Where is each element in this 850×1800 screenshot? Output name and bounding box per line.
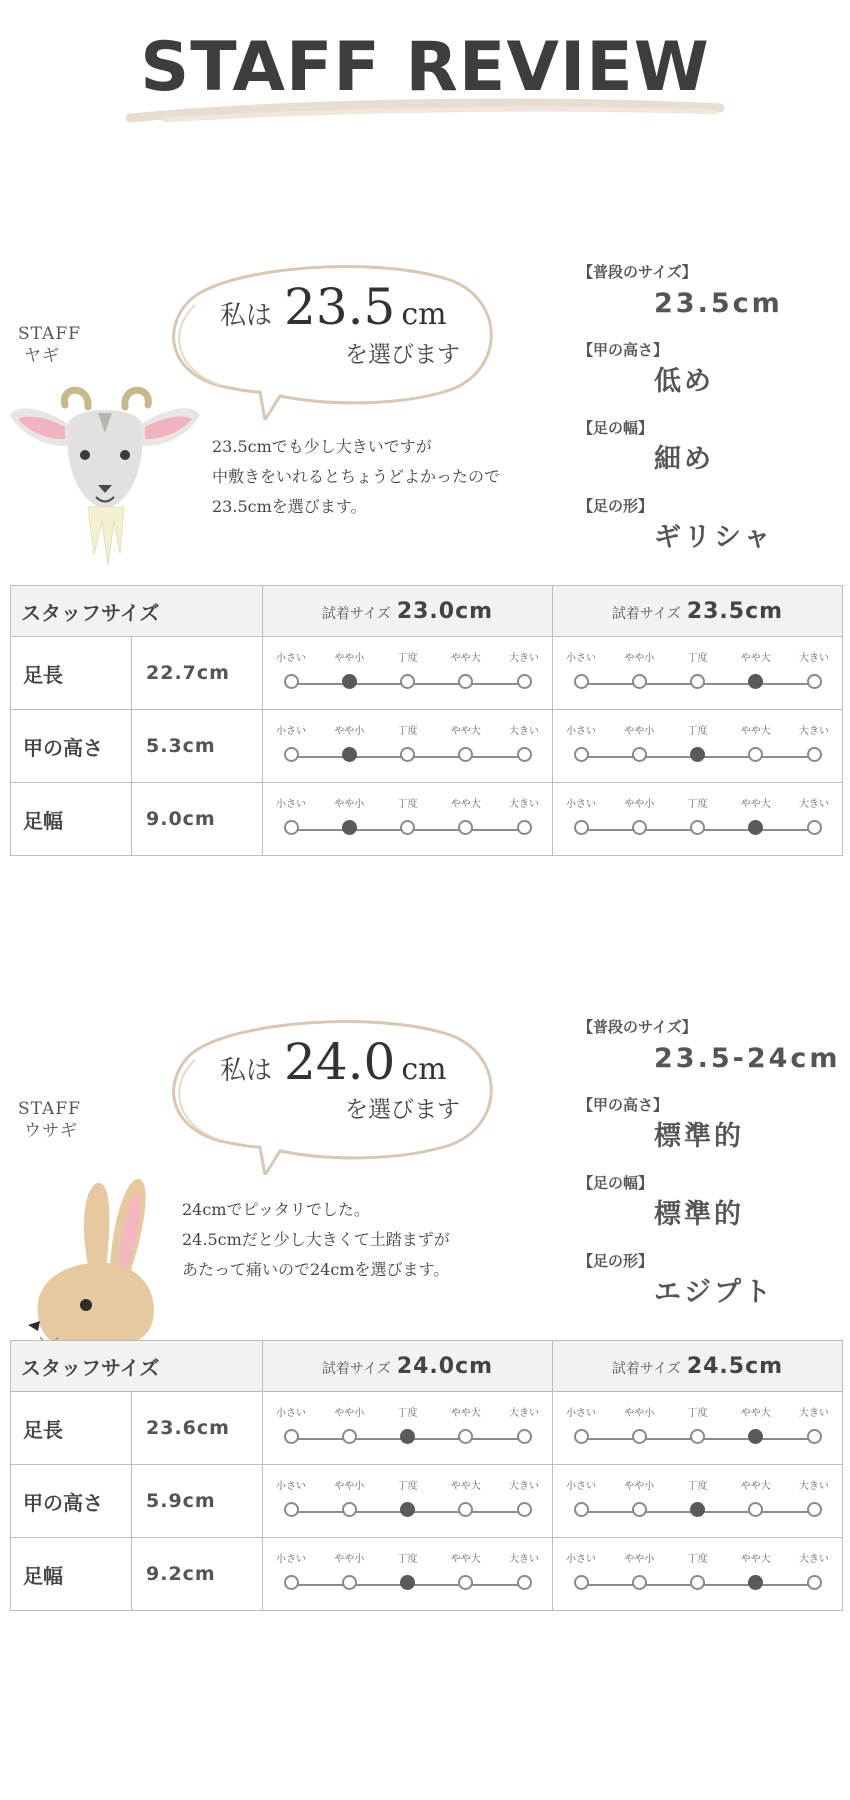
scale-label: 大きい (799, 726, 829, 737)
bubble-prefix: 私は (220, 1056, 273, 1086)
scale-label: 小さい (276, 1554, 306, 1565)
scale-dot (458, 1502, 473, 1517)
scale-dot (284, 674, 299, 689)
scale-dot (807, 820, 822, 835)
size-choice-bubble (220, 278, 480, 369)
scale-label: 大きい (509, 1408, 539, 1419)
scale-dot (458, 1575, 473, 1590)
title-underline-stroke (125, 96, 725, 126)
scale-label: 丁度 (687, 1408, 708, 1419)
scale-dot (400, 747, 415, 762)
spec-item (578, 1171, 838, 1235)
scale-dot (400, 820, 415, 835)
spec-value: ギリシャ (654, 522, 774, 553)
table-row (11, 1465, 843, 1538)
scale-dot-selected (342, 747, 357, 762)
scale-label: やや大 (450, 653, 481, 664)
scale-label: やや小 (334, 799, 365, 810)
spec-label: 【足の幅】 (578, 419, 654, 437)
scale-label: 丁度 (687, 726, 708, 737)
scale-dot (517, 1502, 532, 1517)
scale-label: 小さい (566, 799, 596, 810)
table-header-staff-size: スタッフサイズ (11, 1341, 263, 1392)
table-row (11, 637, 843, 710)
table-header-try-size (553, 586, 843, 637)
measure-label: 甲の高さ (11, 1465, 132, 1538)
scale-dot-selected (748, 820, 763, 835)
scale-label: やや小 (624, 1554, 655, 1565)
scale-dot (748, 747, 763, 762)
fit-scale-cell (263, 1538, 553, 1611)
spec-label: 【足の幅】 (578, 1174, 654, 1192)
measure-value: 9.2cm (132, 1538, 263, 1611)
scale-dot-selected (748, 1575, 763, 1590)
spec-label: 【甲の高さ】 (578, 1096, 669, 1114)
scale-dot (517, 820, 532, 835)
scale-dot (574, 747, 589, 762)
table-row (11, 1538, 843, 1611)
scale-label: 丁度 (397, 799, 418, 810)
scale-dot (458, 674, 473, 689)
chosen-size: 24.0 (284, 1033, 396, 1091)
spec-label: 【普段のサイズ】 (578, 263, 697, 281)
scale-dot (458, 747, 473, 762)
scale-label: 大きい (509, 1554, 539, 1565)
staff-label (18, 1098, 81, 1142)
fit-scale-cell (553, 783, 843, 856)
spec-value: 23.5cm (654, 288, 783, 319)
measure-value: 5.9cm (132, 1465, 263, 1538)
fit-scale (263, 710, 552, 782)
page-title: STAFF REVIEW (140, 28, 710, 107)
scale-dot (458, 820, 473, 835)
scale-label: やや小 (334, 726, 365, 737)
scale-label: 丁度 (397, 1408, 418, 1419)
staff-comment (182, 1195, 450, 1285)
table-row (11, 1392, 843, 1465)
scale-label: 丁度 (397, 1554, 418, 1565)
staff-animal-name: ヤギ (24, 346, 60, 366)
spec-item (578, 494, 838, 558)
scale-dot (284, 1575, 299, 1590)
fit-scale (553, 1538, 842, 1610)
scale-dot (284, 1502, 299, 1517)
table-header-try-size (553, 1341, 843, 1392)
scale-label: やや小 (334, 1408, 365, 1419)
spec-item (578, 260, 838, 324)
scale-label: やや大 (450, 799, 481, 810)
fit-scale (263, 1538, 552, 1610)
scale-dot (632, 820, 647, 835)
scale-dot-selected (748, 1429, 763, 1444)
fit-scale-cell (553, 1465, 843, 1538)
comment-line: あたって痛いので24cmを選びます。 (182, 1260, 450, 1279)
comment-line: 23.5cmでも少し大きいですが (212, 437, 432, 456)
scale-dot (807, 1429, 822, 1444)
measure-value: 23.6cm (132, 1392, 263, 1465)
scale-dot-selected (400, 1429, 415, 1444)
fit-scale (263, 783, 552, 855)
scale-dot (574, 1429, 589, 1444)
scale-dot (517, 747, 532, 762)
measure-value: 22.7cm (132, 637, 263, 710)
try-size-value: 23.0cm (396, 598, 494, 624)
measure-label: 足幅 (11, 1538, 132, 1611)
scale-label: 大きい (509, 726, 539, 737)
scale-label: やや大 (450, 1481, 481, 1492)
scale-dot (342, 1575, 357, 1590)
spec-label: 【普段のサイズ】 (578, 1018, 697, 1036)
scale-dot (284, 1429, 299, 1444)
staff-review-section (0, 260, 850, 900)
fit-scale-cell (263, 1392, 553, 1465)
scale-label: 丁度 (687, 653, 708, 664)
scale-dot (284, 820, 299, 835)
scale-label: 小さい (566, 1554, 596, 1565)
comment-line: 24cmでピッタリでした。 (182, 1200, 370, 1219)
scale-label: 丁度 (397, 653, 418, 664)
fit-scale (263, 637, 552, 709)
scale-label: やや大 (740, 799, 771, 810)
scale-dot (574, 674, 589, 689)
scale-label: 小さい (566, 1408, 596, 1419)
scale-dot (690, 674, 705, 689)
scale-label: 丁度 (397, 726, 418, 737)
scale-dot (574, 1575, 589, 1590)
scale-dot (632, 1575, 647, 1590)
scale-label: やや大 (740, 726, 771, 737)
scale-label: 大きい (799, 1408, 829, 1419)
table-header-try-size (263, 1341, 553, 1392)
scale-label: 小さい (566, 1481, 596, 1492)
scale-dot (574, 820, 589, 835)
scale-dot (748, 1502, 763, 1517)
scale-label: やや小 (624, 726, 655, 737)
bubble-choose-text: を選びます (345, 342, 460, 368)
spec-value: 低め (654, 366, 714, 397)
size-choice-bubble (220, 1033, 480, 1124)
scale-dot (632, 1502, 647, 1517)
scale-label: 大きい (799, 1554, 829, 1565)
fit-scale (553, 637, 842, 709)
scale-label: やや大 (740, 653, 771, 664)
fit-scale-cell (263, 637, 553, 710)
scale-label: 小さい (276, 726, 306, 737)
scale-dot-selected (400, 1575, 415, 1590)
fit-scale (263, 1392, 552, 1464)
scale-label: 大きい (509, 799, 539, 810)
scale-label: 大きい (799, 653, 829, 664)
spec-value: 標準的 (654, 1121, 744, 1152)
try-size-value: 24.0cm (396, 1353, 494, 1379)
try-size-label: 試着サイズ (321, 1360, 391, 1377)
try-size-label: 試着サイズ (611, 1360, 681, 1377)
scale-label: 大きい (799, 799, 829, 810)
scale-dot-selected (342, 820, 357, 835)
table-row (11, 783, 843, 856)
spec-label: 【足の形】 (578, 497, 654, 515)
fit-scale (553, 1465, 842, 1537)
scale-label: 丁度 (397, 1481, 418, 1492)
staff-animal-name: ウサギ (24, 1121, 78, 1141)
try-size-value: 24.5cm (686, 1353, 784, 1379)
scale-dot (517, 674, 532, 689)
scale-label: 大きい (799, 1481, 829, 1492)
scale-label: 丁度 (687, 799, 708, 810)
comment-line: 23.5cmを選びます。 (212, 497, 367, 516)
scale-label: 小さい (276, 1408, 306, 1419)
scale-label: やや小 (624, 799, 655, 810)
try-size-label: 試着サイズ (321, 605, 391, 622)
spec-item (578, 416, 838, 480)
fit-scale (553, 710, 842, 782)
fit-scale-cell (553, 637, 843, 710)
scale-dot (284, 747, 299, 762)
chosen-size-unit: cm (401, 1052, 447, 1087)
measure-label: 足長 (11, 637, 132, 710)
scale-label: やや小 (334, 653, 365, 664)
scale-dot (807, 1502, 822, 1517)
bubble-prefix: 私は (220, 301, 273, 331)
fit-scale (553, 783, 842, 855)
comment-line: 中敷きをいれるとちょうどよかったので (212, 467, 501, 486)
scale-dot (458, 1429, 473, 1444)
scale-dot (807, 1575, 822, 1590)
scale-label: やや大 (450, 1554, 481, 1565)
table-row (11, 710, 843, 783)
scale-label: やや大 (740, 1408, 771, 1419)
scale-label: 小さい (276, 653, 306, 664)
scale-dot (690, 1575, 705, 1590)
scale-label: やや小 (624, 1481, 655, 1492)
staff-comment (212, 432, 500, 522)
scale-label: やや大 (740, 1554, 771, 1565)
fit-scale (263, 1465, 552, 1537)
measure-label: 甲の高さ (11, 710, 132, 783)
spec-label: 【足の形】 (578, 1252, 654, 1270)
scale-label: 小さい (276, 799, 306, 810)
spec-item (578, 1093, 838, 1157)
fit-scale-cell (553, 710, 843, 783)
scale-dot (632, 747, 647, 762)
comment-line: 24.5cmだと少し大きくて土踏まずが (182, 1230, 450, 1249)
spec-value: 23.5-24cm (654, 1043, 841, 1074)
scale-label: やや小 (624, 1408, 655, 1419)
fitting-table (10, 1340, 843, 1611)
staff-review-section (0, 1015, 850, 1655)
scale-dot (517, 1575, 532, 1590)
staff-label (18, 323, 81, 367)
spec-item (578, 1249, 838, 1313)
fitting-table (10, 585, 843, 856)
staff-specs (578, 260, 838, 572)
staff-label-text: STAFF (18, 324, 81, 344)
scale-dot-selected (690, 747, 705, 762)
spec-value: 標準的 (654, 1199, 744, 1230)
scale-dot (632, 1429, 647, 1444)
table-header-staff-size: スタッフサイズ (11, 586, 263, 637)
measure-label: 足長 (11, 1392, 132, 1465)
spec-label: 【甲の高さ】 (578, 341, 669, 359)
scale-label: やや大 (450, 726, 481, 737)
measure-value: 5.3cm (132, 710, 263, 783)
scale-label: やや小 (334, 1481, 365, 1492)
scale-label: 大きい (509, 1481, 539, 1492)
scale-dot-selected (690, 1502, 705, 1517)
measure-label: 足幅 (11, 783, 132, 856)
scale-dot (690, 1429, 705, 1444)
scale-dot-selected (748, 674, 763, 689)
fit-scale (553, 1392, 842, 1464)
scale-dot-selected (342, 674, 357, 689)
rabbit-icon (18, 1175, 168, 1355)
staff-specs (578, 1015, 841, 1327)
scale-dot (400, 674, 415, 689)
spec-item (578, 338, 838, 402)
scale-label: やや大 (450, 1408, 481, 1419)
scale-label: やや小 (334, 1554, 365, 1565)
try-size-value: 23.5cm (686, 598, 784, 624)
fit-scale-cell (263, 783, 553, 856)
chosen-size-unit: cm (401, 297, 447, 332)
scale-label: やや大 (740, 1481, 771, 1492)
scale-label: 小さい (566, 726, 596, 737)
scale-dot (342, 1429, 357, 1444)
fit-scale-cell (553, 1538, 843, 1611)
scale-dot (690, 820, 705, 835)
staff-label-text: STAFF (18, 1099, 81, 1119)
scale-label: やや小 (624, 653, 655, 664)
scale-label: 大きい (509, 653, 539, 664)
fit-scale-cell (263, 710, 553, 783)
scale-dot-selected (400, 1502, 415, 1517)
spec-value: 細め (654, 444, 714, 475)
scale-dot (632, 674, 647, 689)
scale-dot (342, 1502, 357, 1517)
scale-label: 丁度 (687, 1481, 708, 1492)
scale-label: 小さい (276, 1481, 306, 1492)
scale-label: 小さい (566, 653, 596, 664)
try-size-label: 試着サイズ (611, 605, 681, 622)
goat-icon (10, 385, 200, 575)
measure-value: 9.0cm (132, 783, 263, 856)
scale-dot (574, 1502, 589, 1517)
scale-dot (807, 747, 822, 762)
bubble-choose-text: を選びます (345, 1097, 460, 1123)
spec-value: エジプト (654, 1277, 774, 1308)
fit-scale-cell (263, 1465, 553, 1538)
scale-label: 丁度 (687, 1554, 708, 1565)
chosen-size: 23.5 (284, 278, 396, 336)
fit-scale-cell (553, 1392, 843, 1465)
spec-item (578, 1015, 841, 1079)
table-header-try-size (263, 586, 553, 637)
scale-dot (517, 1429, 532, 1444)
scale-dot (807, 674, 822, 689)
